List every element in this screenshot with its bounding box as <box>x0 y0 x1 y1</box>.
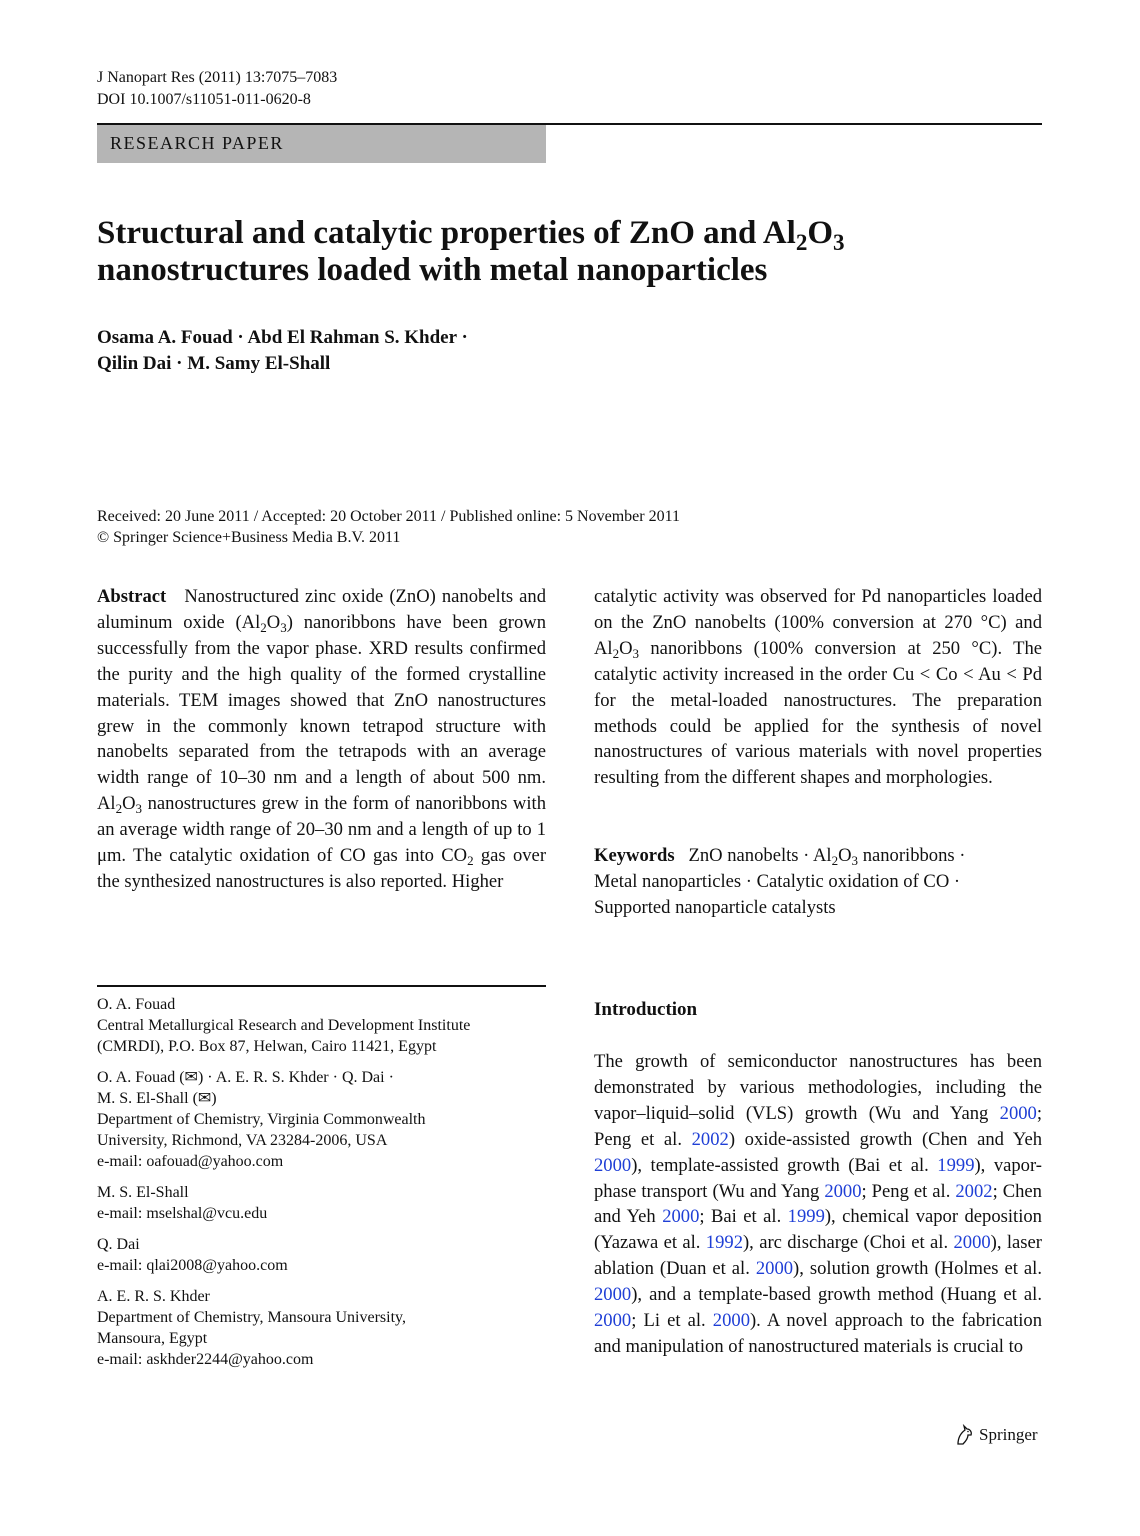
author-list: Osama A. Fouad · Abd El Rahman S. Khder · Qilin Dai · M. Samy El-Shall <box>97 327 468 374</box>
affiliation-block: Q. Dai e-mail: qlai2008@yahoo.com <box>97 1236 288 1274</box>
citation-link[interactable]: 2000 <box>594 1284 632 1306</box>
citation-link[interactable]: 2000 <box>999 1102 1037 1124</box>
citation-link[interactable]: 2000 <box>953 1232 991 1254</box>
citation-link[interactable]: 1999 <box>787 1206 825 1228</box>
affiliation-block: A. E. R. S. Khder Department of Chemistry, Mansoura University, Mansoura, Egypt e-mail: askhder2244@yahoo.com <box>97 1288 406 1368</box>
doi: DOI 10.1007/s11051-011-0620-8 <box>97 91 311 108</box>
affiliation-rule <box>97 985 546 987</box>
abstract-continued: catalytic activity was observed for Pd nanoparticles loaded on the ZnO nanobelts (100% conversion at 270 °C) and $Al_2O_3$ nanoribbons (100% conversion at 250 °C). The catalytic activity increased in the order Cu < Co < Au < Pd for the metal-loaded nanostructures. The preparation methods could be applied for the synthesis of novel nanostructures of various materials with novel properties resulting from the different shapes and morphologies. <box>594 586 1042 789</box>
journal-citation: J Nanopart Res (2011) 13:7075–7083 <box>97 69 338 86</box>
introduction-body: The growth of semiconductor nanostructures has been demonstrated by various methodologies, including the vapor–liquid–solid (VLS) growth (Wu and Yang 2000; Peng et al. 2002) oxide-assisted growth (Chen and Yeh 2000), template-assisted growth (Bai et al. 1999), vapor-phase transport (Wu and Yang 2000; Peng et al. 2002; Chen and Yeh 2000; Bai et al. 1999), chemical vapor deposition (Yazawa et al. 1992), arc discharge (Choi et al. 2000), laser ablation (Duan et al. 2000), solution growth (Holmes et al. 2000), and a template-based growth method (Huang et al. 2000; Li et al. 2000). A novel approach to the fabrication and manipulation of nanostructured materials is crucial to <box>594 1051 1042 1357</box>
citation-link[interactable]: 1999 <box>937 1154 975 1176</box>
affiliations <box>97 994 546 1380</box>
copyright: © Springer Science+Business Media B.V. 2011 <box>97 529 401 546</box>
citation-link[interactable]: 2000 <box>824 1180 862 1202</box>
keywords: Keywords ZnO nanobelts · $Al_2O_3$ nanoribbons · Metal nanoparticles · Catalytic oxidation of CO · Supported nanoparticle catalysts <box>594 845 966 918</box>
introduction-heading: Introduction <box>594 999 698 1020</box>
springer-logo <box>955 1424 1038 1446</box>
affiliation-block: O. A. Fouad (✉) · A. E. R. S. Khder · Q. Dai · M. S. El-Shall (✉) Department of Chemistry, Virginia Commonwealth University, Richmond, VA 23284-2006, USA e-mail: oafouad@yahoo.com <box>97 1069 426 1170</box>
abstract: Abstract Nanostructured zinc oxide (ZnO) nanobelts and aluminum oxide $(Al_2O_3)$ nanoribbons have been grown successfully from the vapor phase. XRD results confirmed the purity and the high quality of the formed crystalline materials. TEM images showed that ZnO nanostructures grew in the commonly known tetrapod structure with nanobelts separated from the tetrapods with an average width range of 10–30 nm and a length of about 500 nm. $Al_2O_3$ nanostructures grew in the form of nanoribbons with an average width range of 20–30 nm and a length of up to 1 μm. The catalytic oxidation of CO gas into $CO_2$ gas over the synthesized nanostructures is also reported. Higher <box>97 586 547 892</box>
received-dates: Received: 20 June 2011 / Accepted: 20 October 2011 / Published online: 5 November 2011 <box>97 508 680 525</box>
affiliation-block: M. S. El-Shall e-mail: mselshal@vcu.edu <box>97 1184 268 1222</box>
citation-link[interactable]: 2000 <box>594 1154 632 1176</box>
citation-link[interactable]: 2000 <box>712 1310 750 1332</box>
citation-link[interactable]: 1992 <box>705 1232 743 1254</box>
springer-horse-icon <box>955 1424 975 1446</box>
citation-link[interactable]: 2000 <box>662 1206 700 1228</box>
abstract-label: Abstract <box>97 586 167 607</box>
section-label: RESEARCH PAPER <box>110 133 284 153</box>
affiliation-block: O. A. Fouad Central Metallurgical Research and Development Institute (CMRDI), P.O. Box 87, Helwan, Cairo 11421, Egypt <box>97 996 471 1055</box>
citation-link[interactable]: 2002 <box>691 1128 729 1150</box>
publisher-name: Springer <box>979 1425 1038 1444</box>
keywords-label: Keywords <box>594 845 675 866</box>
citation-link[interactable]: 2000 <box>755 1258 794 1280</box>
journal-header <box>97 67 337 111</box>
paper-title: Structural and catalytic properties of ZnO and $Al_2O_3$ nanostructures loaded with metal nanoparticles <box>97 215 845 288</box>
citation-link[interactable]: 2002 <box>955 1180 993 1202</box>
publication-dates <box>97 506 680 548</box>
citation-link[interactable]: 2000 <box>594 1310 632 1332</box>
